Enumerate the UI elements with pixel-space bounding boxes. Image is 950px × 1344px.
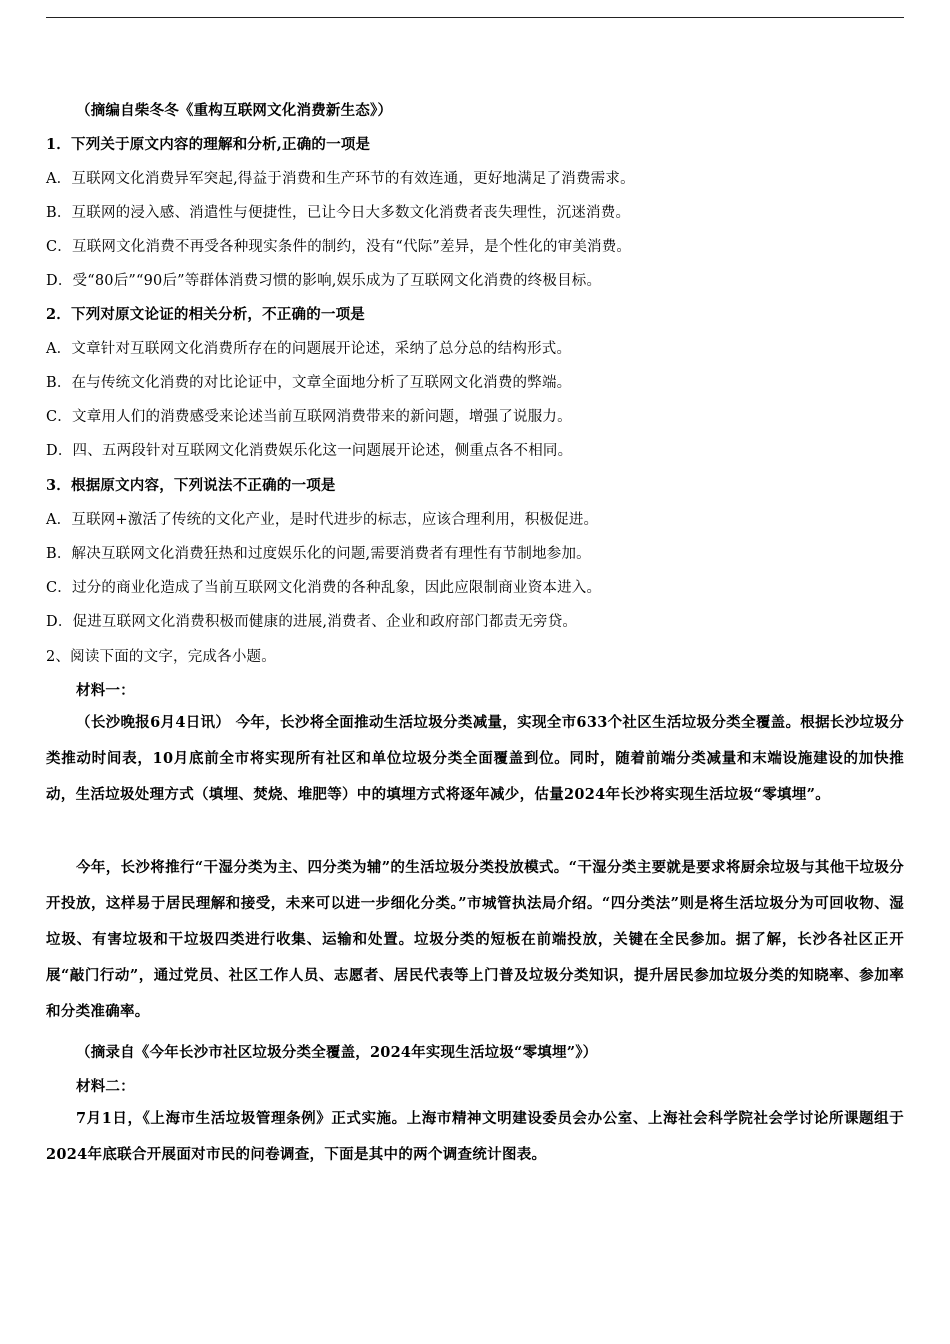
- question-3-option-d: D．促进互联网文化消费积极而健康的进展,消费者、企业和政府部门都责无旁贷。: [46, 614, 578, 630]
- header-rule: [46, 17, 904, 18]
- material-2-label: 材料二：: [76, 1078, 135, 1095]
- question-2-option-c: C．文章用人们的消费感受来论述当前互联网消费带来的新问题，增强了说服力。: [46, 409, 572, 425]
- material-1-label: 材料一：: [76, 682, 135, 699]
- question-1-stem: 1．下列关于原文内容的理解和分析,正确的一项是: [46, 136, 371, 153]
- material-1-paragraph-2: 今年，长沙将推行“干湿分类为主、四分类为辅”的生活垃圾分类投放模式。“干湿分类主要就是要求将厨余垃圾与其他干垃圾分开投放，这样易于居民理解和接受，未来可以进一步细化分类。”市城管执法局介绍。“四分类法”则是将生活垃圾分为可回收物、湿垃圾、有害垃圾和干垃圾四类进行收集、运输和处置。垃圾分类的短板在前端投放，关键在全民参加。据了解，长沙各社区正开展“敲门行动”，通过党员、社区工作人员、志愿者、居民代表等上门普及垃圾分类知识，提升居民参加垃圾分类的知晓率、参加率和分类准确率。: [46, 859, 904, 1020]
- source-note: （摘编自柴冬冬《重构互联网文化消费新生态》）: [76, 102, 393, 119]
- question-3-option-c: C．过分的商业化造成了当前互联网文化消费的各种乱象，因此应限制商业资本进入。: [46, 580, 602, 596]
- material-1-source: （摘录自《今年长沙市社区垃圾分类全覆盖，2024年实现生活垃圾“零填埋”》）: [76, 1044, 598, 1061]
- question-2-stem: 2．下列对原文论证的相关分析，不正确的一项是: [46, 306, 365, 323]
- question-3-stem: 3．根据原文内容，下列说法不正确的一项是: [46, 477, 336, 494]
- question-2-option-d: D．四、五两段针对互联网文化消费娱乐化这一问题展开论述，侧重点各不相同。: [46, 443, 573, 459]
- section-heading: 2、阅读下面的文字，完成各小题。: [46, 649, 276, 665]
- material-2-paragraph-1: 7月1日，《上海市生活垃圾管理条例》正式实施。上海市精神文明建设委员会办公室、上海社会科学院社会学讨论所课题组于2024年底联合开展面对市民的问卷调查，下面是其中的两个调查统计图表。: [46, 1110, 904, 1163]
- material-1-paragraph-1: （长沙晚报6月4日讯） 今年，长沙将全面推动生活垃圾分类减量，实现全市633个社区生活垃圾分类全覆盖。根据长沙垃圾分类推动时间表，10月底前全市将实现所有社区和单位垃圾分类全面覆盖到位。同时，随着前端分类减量和末端设施建设的加快推动，生活垃圾处理方式（填埋、焚烧、堆肥等）中的填埋方式将逐年减少，估量2024年长沙将实现生活垃圾“零填埋”。: [46, 714, 904, 803]
- question-1-option-d: D．受“80后”“90后”等群体消费习惯的影响,娱乐成为了互联网文化消费的终极目标。: [46, 273, 602, 289]
- question-3-option-a: A．互联网+激活了传统的文化产业，是时代进步的标志，应该合理利用，积极促进。: [46, 512, 599, 528]
- question-3-option-b: B．解决互联网文化消费狂热和过度娱乐化的问题,需要消费者有理性有节制地参加。: [46, 546, 591, 562]
- question-2-option-b: B．在与传统文化消费的对比论证中，文章全面地分析了互联网文化消费的弊端。: [46, 375, 572, 391]
- question-1-option-c: C．互联网文化消费不再受各种现实条件的制约，没有“代际”差异，是个性化的审美消费。: [46, 239, 632, 255]
- question-1-option-a: A．互联网文化消费异军突起,得益于消费和生产环节的有效连通，更好地满足了消费需求。: [46, 171, 635, 187]
- question-2-option-a: A．文章针对互联网文化消费所存在的问题展开论述，采纳了总分总的结构形式。: [46, 341, 572, 357]
- question-1-option-b: B．互联网的浸入感、消遣性与便捷性，已让今日大多数文化消费者丧失理性，沉迷消费。: [46, 205, 631, 221]
